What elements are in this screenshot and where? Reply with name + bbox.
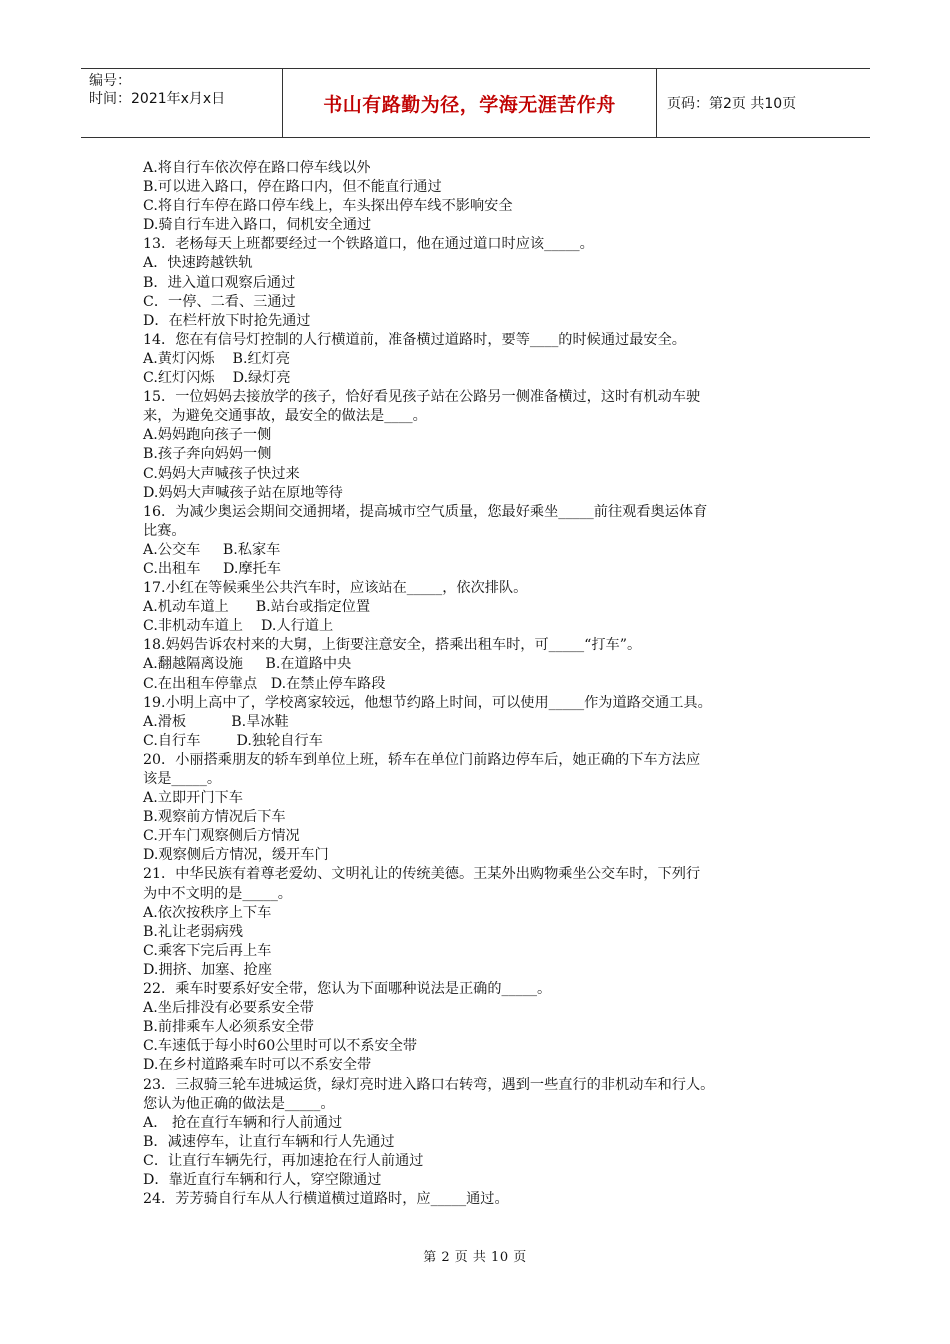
text-line: C.红灯闪烁 D.绿灯亮 <box>143 370 291 387</box>
text-line: D.观察侧后方情况，缓开车门 <box>143 847 329 864</box>
text-line: C.出租车 D.摩托车 <box>143 560 281 577</box>
text-line: B.孩子奔向妈妈一侧 <box>143 446 272 463</box>
text-line: A.坐后排没有必要系安全带 <box>143 1000 314 1017</box>
text-line: 22．乘车时要系好安全带，您认为下面哪种说法是正确的_____。 <box>143 981 552 998</box>
text-line: D.骑自行车进入路口，伺机安全通过 <box>143 217 372 234</box>
text-line: A.妈妈跑向孩子一侧 <box>143 427 272 444</box>
text-line: D.拥挤、加塞、抢座 <box>143 961 272 978</box>
header-motto: 书山有路勤为径，学海无涯苦作舟 <box>323 93 616 116</box>
text-line: 13．老杨每天上班都要经过一个铁路道口，他在通过道口时应该_____。 <box>143 236 594 253</box>
page-footer: 第 2 页 共 10 页 <box>423 1250 527 1265</box>
text-line: 17.小红在等候乘坐公共汽车时，应该站在_____，依次排队。 <box>143 580 528 597</box>
text-line: A.立即开门下车 <box>143 790 243 807</box>
text-line: A.翻越隔离设施 B.在道路中央 <box>143 656 352 673</box>
text-line: A． 抢在直行车辆和行人前通过 <box>143 1114 343 1131</box>
text-line: C.将自行车停在路口停车线上，车头探出停车线不影响安全 <box>143 198 513 215</box>
text-line: 为中不文明的是_____。 <box>143 885 292 902</box>
text-line: B.前排乘车人必须系安全带 <box>143 1019 314 1036</box>
text-line: A.机动车道上 B.站台或指定位置 <box>143 599 371 616</box>
text-line: 21．中华民族有着尊老爱幼、文明礼让的传统美德。王某外出购物乘坐公交车时，下列行 <box>143 866 701 883</box>
text-line: D．在栏杆放下时抢先通过 <box>143 312 311 329</box>
text-line: 20．小丽搭乘朋友的轿车到单位上班，轿车在单位门前路边停车后，她正确的下车方法应 <box>143 751 701 768</box>
text-line: C．让直行车辆先行，再加速抢在行人前通过 <box>143 1152 424 1169</box>
text-line: C.开车门观察侧后方情况 <box>143 828 300 845</box>
text-line: C.在出租车停靠点 D.在禁止停车路段 <box>143 675 386 692</box>
text-line: 14．您在有信号灯控制的人行横道前，准备横过道路时，要等____的时候通过最安全。 <box>143 331 686 348</box>
text-line: B.礼让老弱病残 <box>143 923 244 940</box>
text-line: C.自行车 D.独轮自行车 <box>143 732 323 749</box>
text-line: 16．为减少奥运会期间交通拥堵，提高城市空气质量，您最好乘坐_____前往观看奥运体育 <box>143 503 708 520</box>
text-line: C.车速低于每小时60公里时可以不系安全带 <box>143 1038 418 1055</box>
header-page-label: 页码：第2页 共10页 <box>667 96 797 112</box>
text-line: A.公交车 B.私家车 <box>143 541 281 558</box>
text-line: B．减速停车，让直行车辆和行人先通过 <box>143 1133 395 1150</box>
text-line: 比赛。 <box>143 522 186 539</box>
text-line: A.黄灯闪烁 B.红灯亮 <box>143 350 291 367</box>
header-date-label: 时间：2021年x月x日 <box>89 91 226 107</box>
text-line: A．快速跨越铁轨 <box>143 255 253 272</box>
text-line: 15．一位妈妈去接放学的孩子，恰好看见孩子站在公路另一侧准备横过，这时有机动车驶 <box>143 389 701 406</box>
text-line: 该是_____。 <box>143 771 222 787</box>
text-line: D.在乡村道路乘车时可以不系安全带 <box>143 1057 372 1074</box>
header-page-cell <box>657 69 870 137</box>
text-line: 24．芳芳骑自行车从人行横道横过道路时，应_____通过。 <box>143 1191 509 1208</box>
text-line: C.非机动车道上 D.人行道上 <box>143 618 334 635</box>
header-meta <box>81 69 283 137</box>
text-line: A.将自行车依次停在路口停车线以外 <box>143 160 371 176</box>
text-line: C.乘客下完后再上车 <box>143 942 272 959</box>
text-line: D．靠近直行车辆和行人，穿空隙通过 <box>143 1171 382 1188</box>
text-line: 19.小明上高中了，学校离家较远，他想节约路上时间，可以使用_____作为道路交通工具。 <box>143 694 712 711</box>
text-line: B.观察前方情况后下车 <box>143 809 286 826</box>
header-number-label: 编号： <box>89 73 131 89</box>
text-line: B.可以进入路口，停在路口内，但不能直行通过 <box>143 179 442 196</box>
text-line: 您认为他正确的做法是_____。 <box>143 1095 335 1112</box>
text-line: B．进入道口观察后通过 <box>143 274 296 291</box>
text-line: 23．三叔骑三轮车进城运货，绿灯亮时进入路口右转弯，遇到一些直行的非机动车和行人。 <box>143 1076 715 1093</box>
text-line: A.滑板 B.旱冰鞋 <box>143 713 289 730</box>
text-line: D.妈妈大声喊孩子站在原地等待 <box>143 484 343 501</box>
text-line: 来，为避免交通事故，最安全的做法是____。 <box>143 408 427 425</box>
header-motto-cell <box>283 69 657 137</box>
text-line: A.依次按秩序上下车 <box>143 904 272 921</box>
text-line: C．一停、二看、三通过 <box>143 293 296 310</box>
text-line: C.妈妈大声喊孩子快过来 <box>143 465 300 482</box>
document-header <box>81 68 870 138</box>
question-body <box>143 159 808 1209</box>
text-line: 18.妈妈告诉农村来的大舅，上街要注意安全，搭乘出租车时，可_____“打车”。 <box>143 637 642 654</box>
